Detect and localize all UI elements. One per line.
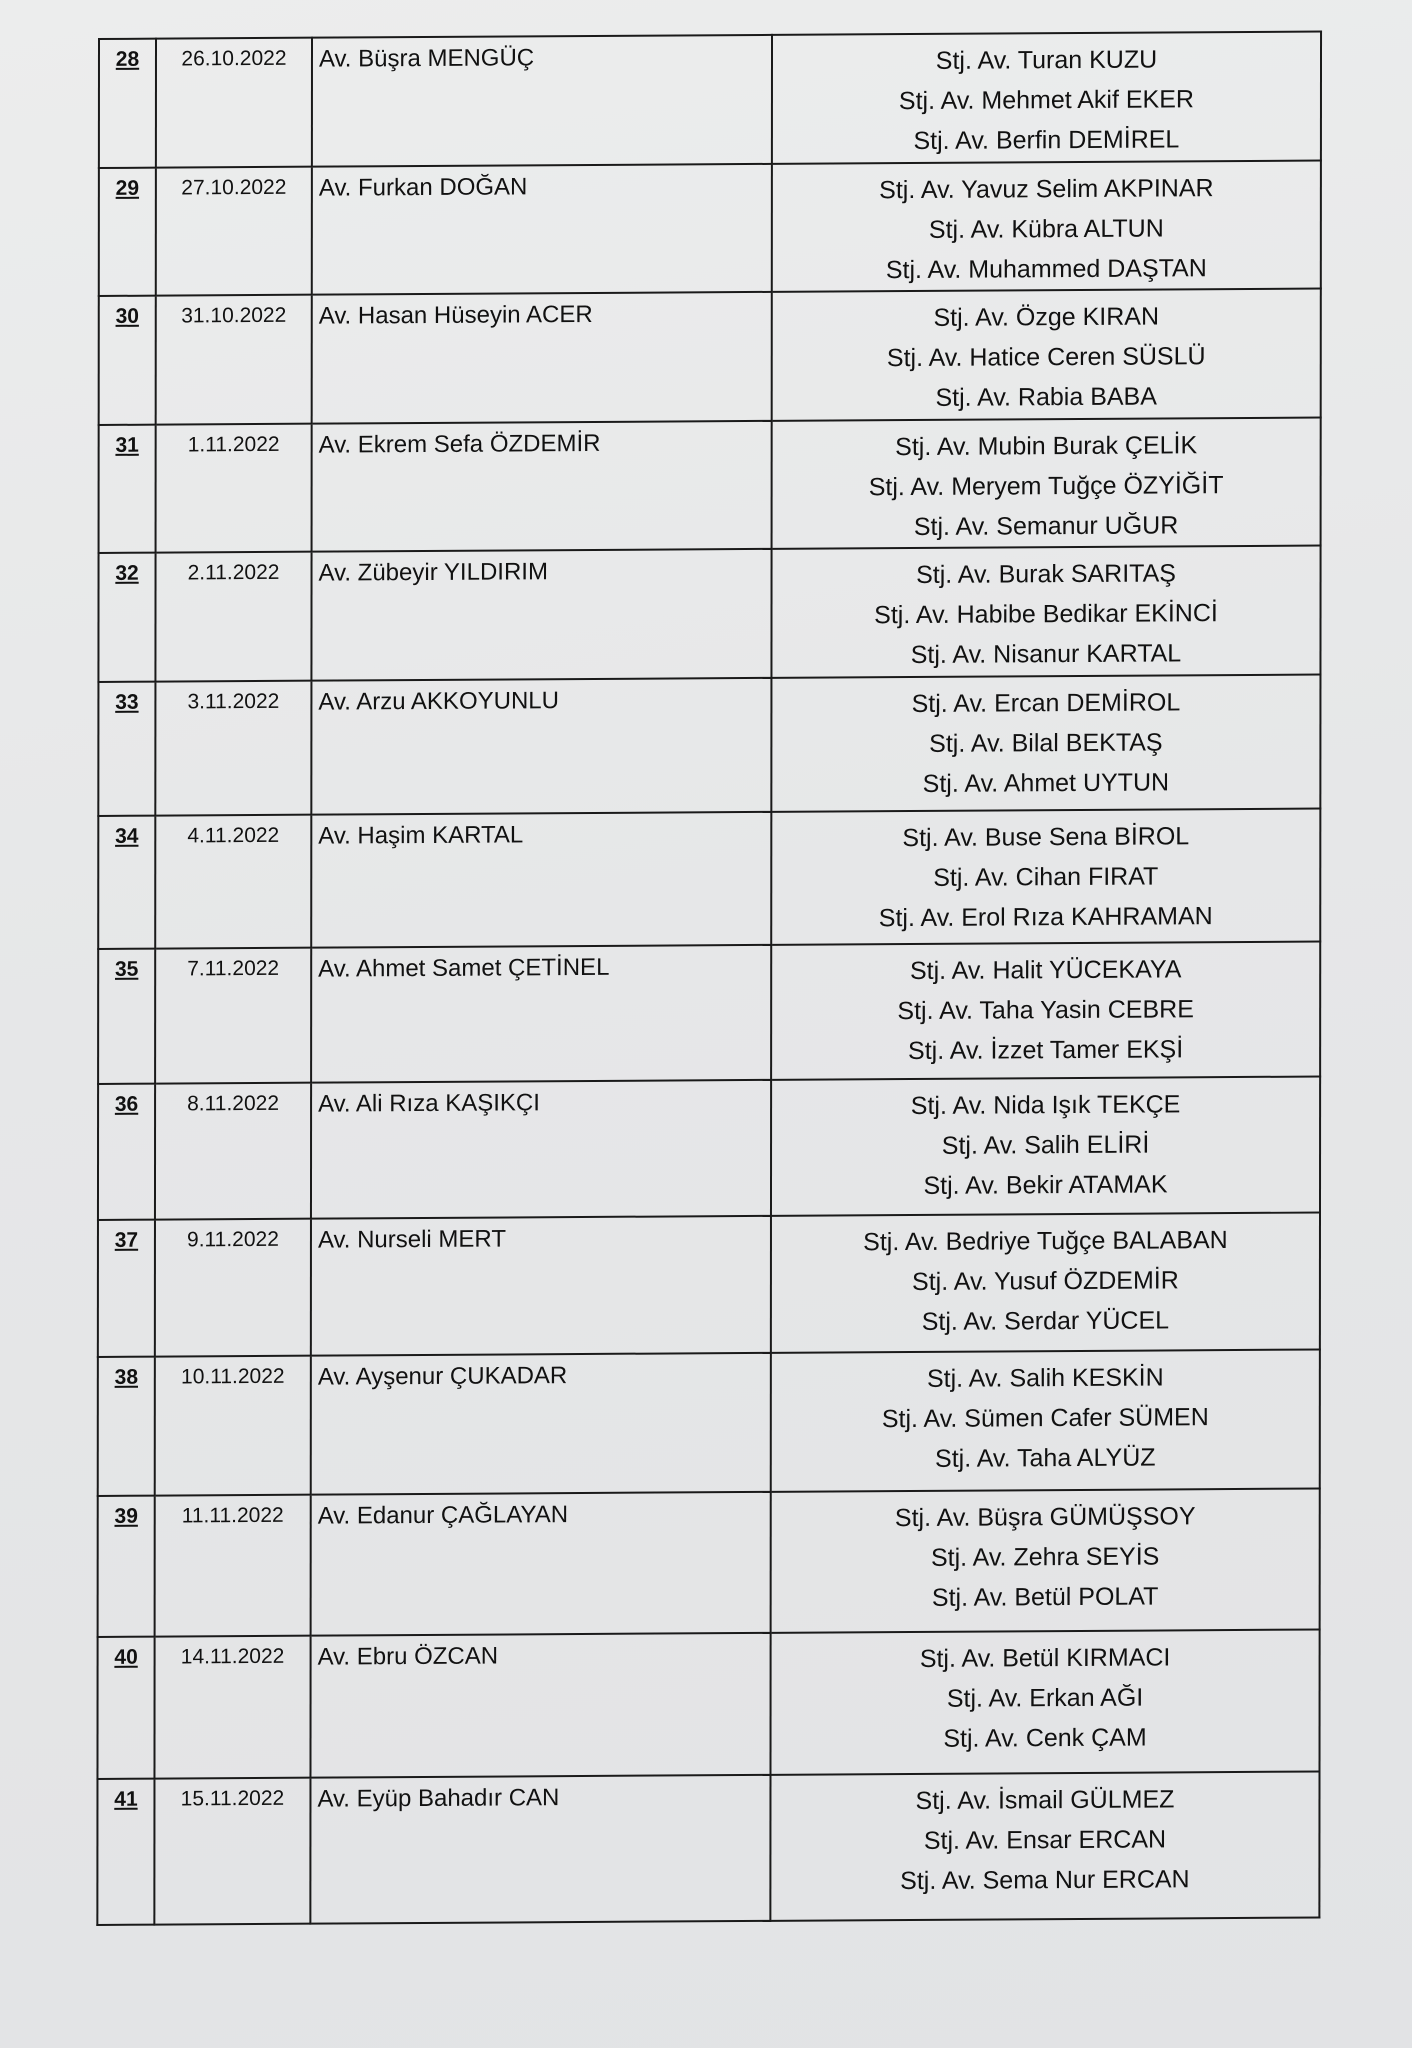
schedule-table-body <box>97 32 1321 1925</box>
table-row <box>98 942 1320 1084</box>
intern-name: Stj. Av. Ensar ERCAN <box>923 1825 1167 1856</box>
row-date: 2.11.2022 <box>155 552 311 682</box>
table-row <box>98 1076 1320 1219</box>
lawyer-name: Av. Ali Rıza KAŞIKÇI <box>311 1080 771 1218</box>
intern-list <box>771 546 1320 678</box>
row-date: 26.10.2022 <box>156 38 312 168</box>
table-row <box>98 1488 1320 1636</box>
lawyer-name: Av. Ebru ÖZCAN <box>310 1632 770 1777</box>
intern-name: Stj. Av. Salih ELİRİ <box>941 1130 1150 1160</box>
lawyer-name: Av. Ekrem Sefa ÖZDEMİR <box>312 421 772 552</box>
schedule-table <box>96 31 1322 1926</box>
intern-name: Stj. Av. İzzet Tamer EKŞİ <box>908 1035 1184 1066</box>
intern-name: Stj. Av. Sema Nur ERCAN <box>900 1865 1190 1896</box>
intern-name: Stj. Av. Hatice Ceren SÜSLÜ <box>886 342 1206 373</box>
intern-list <box>772 32 1321 164</box>
intern-list <box>771 808 1320 945</box>
lawyer-name: Av. Ayşenur ÇUKADAR <box>311 1353 771 1494</box>
row-number: 41 <box>97 1779 154 1925</box>
row-number: 39 <box>98 1496 155 1637</box>
row-date: 15.11.2022 <box>154 1778 310 1925</box>
row-date: 31.10.2022 <box>156 295 312 425</box>
intern-name: Stj. Av. Büşra GÜMÜŞSOY <box>894 1502 1196 1532</box>
lawyer-name: Av. Büşra MENGÜÇ <box>312 35 772 166</box>
lawyer-name: Av. Nurseli MERT <box>311 1215 771 1355</box>
lawyer-name: Av. Furkan DOĞAN <box>312 163 772 294</box>
intern-name: Stj. Av. Yusuf ÖZDEMİR <box>912 1265 1179 1296</box>
intern-name: Stj. Av. Bekir ATAMAK <box>923 1170 1168 1200</box>
intern-name: Stj. Av. Halit YÜCEKAYA <box>909 955 1182 986</box>
intern-list <box>770 1772 1319 1921</box>
row-number: 32 <box>98 553 155 682</box>
table-row <box>98 675 1320 816</box>
intern-list <box>770 1629 1319 1775</box>
intern-name: Stj. Av. Zehra SEYİS <box>930 1542 1160 1572</box>
table-row <box>99 289 1321 425</box>
intern-list <box>772 289 1321 421</box>
intern-name: Stj. Av. Meryem Tuğçe ÖZYİĞİT <box>868 470 1224 502</box>
table-row <box>98 1212 1320 1357</box>
intern-name: Stj. Av. Ahmet UYTUN <box>922 768 1170 798</box>
lawyer-name: Av. Ahmet Samet ÇETİNEL <box>311 945 771 1082</box>
row-number: 33 <box>98 682 155 816</box>
row-number: 34 <box>98 815 155 949</box>
intern-name: Stj. Av. Mubin Burak ÇELİK <box>895 431 1198 461</box>
row-number: 30 <box>99 296 156 425</box>
lawyer-name: Av. Hasan Hüseyin ACER <box>312 292 772 423</box>
row-date: 1.11.2022 <box>156 424 312 554</box>
intern-name: Stj. Av. Kübra ALTUN <box>928 214 1164 244</box>
intern-list <box>771 1076 1320 1215</box>
lawyer-name: Av. Edanur ÇAĞLAYAN <box>311 1492 771 1635</box>
intern-name: Stj. Av. Bilal BEKTAŞ <box>929 728 1163 758</box>
intern-name: Stj. Av. Yavuz Selim AKPINAR <box>879 173 1214 204</box>
intern-list <box>771 675 1320 812</box>
intern-name: Stj. Av. Turan KUZU <box>935 45 1158 75</box>
row-date: 8.11.2022 <box>155 1083 311 1220</box>
table-row <box>98 546 1320 682</box>
intern-name: Stj. Av. Erkan AĞI <box>946 1683 1144 1713</box>
intern-name: Stj. Av. Cihan FIRAT <box>933 862 1159 892</box>
document-sheet <box>96 31 1320 1926</box>
row-date: 9.11.2022 <box>155 1218 311 1357</box>
row-number: 28 <box>99 39 156 168</box>
intern-name: Stj. Av. Rabia BABA <box>935 382 1157 413</box>
table-row <box>98 808 1320 949</box>
table-row <box>99 160 1321 296</box>
row-date: 7.11.2022 <box>155 948 311 1084</box>
row-number: 31 <box>99 424 156 553</box>
lawyer-name: Av. Arzu AKKOYUNLU <box>311 678 771 814</box>
intern-list <box>771 1488 1320 1632</box>
row-number: 40 <box>97 1636 154 1779</box>
intern-name: Stj. Av. Nisanur KARTAL <box>910 639 1182 670</box>
intern-name: Stj. Av. Berfin DEMİREL <box>913 125 1180 156</box>
intern-name: Stj. Av. Buse Sena BİROL <box>902 821 1190 852</box>
intern-name: Stj. Av. Erol Rıza KAHRAMAN <box>878 901 1213 932</box>
intern-name: Stj. Av. Muhammed DAŞTAN <box>885 253 1207 284</box>
intern-list <box>772 160 1321 292</box>
intern-name: Stj. Av. Habibe Bedikar EKİNCİ <box>874 599 1218 630</box>
lawyer-name: Av. Zübeyir YILDIRIM <box>311 549 771 680</box>
intern-name: Stj. Av. İsmail GÜLMEZ <box>915 1785 1175 1816</box>
intern-name: Stj. Av. Semanur UĞUR <box>913 511 1179 541</box>
row-number: 29 <box>99 167 156 296</box>
table-row <box>97 1629 1319 1779</box>
row-number: 38 <box>98 1357 155 1496</box>
table-row <box>99 417 1321 553</box>
row-date: 14.11.2022 <box>154 1635 310 1779</box>
intern-list <box>771 1212 1320 1353</box>
intern-name: Stj. Av. Sümen Cafer SÜMEN <box>881 1403 1209 1434</box>
row-number: 35 <box>98 949 155 1084</box>
intern-list <box>771 942 1320 1080</box>
intern-name: Stj. Av. Serdar YÜCEL <box>921 1306 1170 1336</box>
intern-name: Stj. Av. Bedriye Tuğçe BALABAN <box>863 1225 1228 1256</box>
intern-name: Stj. Av. Ercan DEMİROL <box>911 688 1181 719</box>
intern-name: Stj. Av. Taha Yasin CEBRE <box>897 995 1194 1026</box>
row-date: 27.10.2022 <box>156 166 312 296</box>
intern-name: Stj. Av. Salih KESKİN <box>926 1363 1164 1394</box>
row-date: 4.11.2022 <box>155 814 311 949</box>
intern-name: Stj. Av. Taha ALYÜZ <box>935 1443 1156 1474</box>
row-number: 36 <box>98 1084 155 1220</box>
row-date: 10.11.2022 <box>155 1356 311 1496</box>
intern-list <box>772 417 1321 549</box>
row-date: 3.11.2022 <box>155 681 311 816</box>
intern-name: Stj. Av. Nida Işık TEKÇE <box>910 1090 1181 1120</box>
intern-name: Stj. Av. Betül POLAT <box>931 1582 1159 1612</box>
intern-name: Stj. Av. Mehmet Akif EKER <box>898 85 1194 116</box>
intern-list <box>771 1350 1320 1492</box>
intern-name: Stj. Av. Özge KIRAN <box>933 302 1160 333</box>
lawyer-name: Av. Haşim KARTAL <box>311 812 771 948</box>
intern-name: Stj. Av. Betül KIRMACI <box>919 1642 1171 1673</box>
row-number: 37 <box>98 1219 155 1357</box>
lawyer-name: Av. Eyüp Bahadır CAN <box>310 1775 770 1924</box>
table-row <box>98 1350 1320 1496</box>
table-row <box>99 32 1321 168</box>
intern-name: Stj. Av. Cenk ÇAM <box>943 1723 1147 1753</box>
row-date: 11.11.2022 <box>155 1495 311 1637</box>
table-row <box>97 1772 1319 1925</box>
intern-name: Stj. Av. Burak SARITAŞ <box>916 559 1176 590</box>
